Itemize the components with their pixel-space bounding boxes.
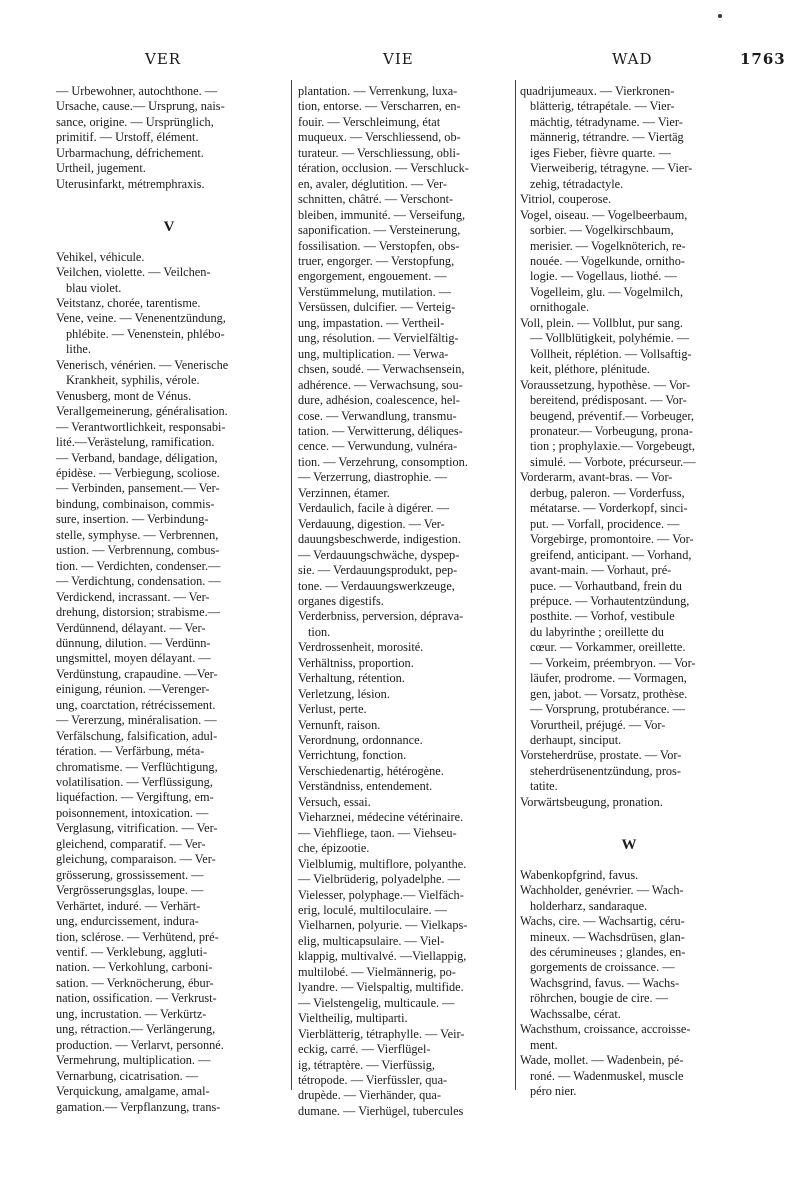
entry-line: bindung, combinaison, commis- [56, 496, 215, 511]
running-head-middle: VIE [383, 50, 414, 68]
entry-line: — Verdichtung, condensation. — [56, 574, 221, 589]
entry-line: Verletzung, lésion. [298, 686, 390, 701]
entry-line: ment. [530, 1037, 558, 1052]
entry-line: chsen, soudé. — Verwachsensein, [298, 362, 465, 377]
entry-line: tion. — Verdichten, condenser.— [56, 558, 221, 573]
entry-line: gamation.— Verpflanzung, trans- [56, 1099, 221, 1114]
entry-line: Verglasung, vitrification. — Ver- [56, 821, 218, 836]
entry-line: Wachsgrind, favus. — Wachs- [530, 975, 680, 990]
page-number: 1763 [740, 50, 786, 68]
entry-line: Vogelleim, glu. — Vogelmilch, [530, 284, 684, 299]
entry-line: cose. — Verwandlung, transmu- [298, 408, 457, 423]
entry-line: holderharz, sandaraque. [530, 898, 648, 913]
entry-line: tion, entorse. — Verscharren, en- [298, 99, 461, 114]
column-2 [298, 84, 514, 1119]
entry-line: schnitten, châtré. — Verschont- [298, 192, 454, 207]
entry-line: simulé. — Vorbote, précurseur.— [530, 454, 696, 469]
entry-line: Verdauung, digestion. — Ver- [298, 516, 445, 531]
entry-line: Krankheit, syphilis, vérole. [66, 373, 200, 388]
entry-line: — Urbewohner, autochthone. — [56, 84, 218, 98]
entry-line: bleiben, immunité. — Verseifung, [298, 207, 466, 222]
entry-line: ig, tétraptère. — Vierfüssig, [298, 1057, 435, 1072]
entry-line: nation, ossification. — Verkrust- [56, 991, 217, 1006]
column-3 [520, 84, 738, 1100]
entry-line: eckig, carré. — Vierflügel- [298, 1042, 431, 1057]
entry-line: tion, sclérose. — Verhütend, pré- [56, 929, 219, 944]
entry-line: tion. [308, 624, 331, 639]
entry-line: ventif. — Verklebung, aggluti- [56, 945, 208, 960]
entry-line: nation. — Verkohlung, carboni- [56, 960, 213, 975]
entry-line: Verfälschung, falsification, adul- [56, 728, 218, 743]
entry-line: — Verband, bandage, déligation, [56, 450, 218, 465]
entry-line: derbug, paleron. — Vorderfuss, [530, 485, 685, 500]
entry-line: en, avaler, déglutition. — Ver- [298, 176, 447, 191]
entry-line: péro nier. [530, 1084, 577, 1099]
entry-line: Verzinnen, étamer. [298, 485, 390, 500]
entry-line: Vorderarm, avant-bras. — Vor- [520, 470, 673, 485]
entry-line: Vergrösserungsglas, loupe. — [56, 883, 204, 898]
entry-line: ung, multiplication. — Verwa- [298, 346, 449, 361]
column-rule-2 [515, 80, 516, 1090]
entry-line: Verlust, perte. [298, 702, 367, 717]
entry-line: Voraussetzung, hypothèse. — Vor- [520, 377, 691, 392]
entry-line: dünnung, dilution. — Verdünn- [56, 635, 211, 650]
column-1 [56, 84, 282, 1115]
entry-line: des cérumineuses ; glandes, en- [530, 945, 686, 960]
entry-line: Verdünnend, délayant. — Ver- [56, 620, 206, 635]
entry-line: — Vorsprung, protubérance. — [530, 702, 685, 717]
entry-line: Venusberg, mont de Vénus. [56, 388, 192, 403]
entry-line: tation. — Verwitterung, déliques- [298, 423, 463, 438]
entry-line: roné. — Wadenmuskel, muscle [530, 1068, 684, 1083]
entry-line: Versuch, essai. [298, 794, 371, 809]
entry-line: Veilchen, violette. — Veilchen- [56, 265, 211, 280]
entry-line: tion. — Verzehrung, consomption. [298, 454, 468, 469]
entry-line: elig, multicapsulaire. — Viel- [298, 933, 445, 948]
entry-line: — Vielstengelig, multicaule. — [298, 995, 455, 1010]
entry-line: Vollheit, réplétion. — Vollsaftig- [530, 346, 692, 361]
entry-line: Vene, veine. — Venenentzündung, [56, 311, 226, 326]
entry-line: Verordnung, ordonnance. [298, 733, 423, 748]
entry-line: Vierblätterig, tétraphylle. — Veir- [298, 1026, 465, 1041]
entry-line: — Vererzung, minéralisation. — [56, 713, 217, 728]
entry-line: blätterig, tétrapétale. — Vier- [530, 99, 675, 114]
entry-line: einigung, réunion. —Verenger- [56, 682, 210, 697]
entry-line: Urtheil, jugement. [56, 161, 146, 176]
entry-line: volatilisation. — Verflüssigung, [56, 775, 213, 790]
entry-line: Vermehrung, multiplication. — [56, 1053, 211, 1068]
entry-line: lithe. [66, 342, 91, 357]
entry-line: Vieharznei, médecine vétérinaire. [298, 810, 464, 825]
entry-line: Verquickung, amalgame, amal- [56, 1084, 210, 1099]
entry-line: Vielblumig, multiflore, polyanthe. [298, 856, 467, 871]
entry-line: Uterusinfarkt, métremphraxis. [56, 176, 205, 191]
entry-line: nouée. — Vogelkunde, ornitho- [530, 253, 685, 268]
entry-line: plantation. — Verrenkung, luxa- [298, 84, 458, 98]
entry-line: ung, endurcissement, indura- [56, 914, 199, 929]
entry-line: Veitstanz, chorée, tarentisme. [56, 295, 201, 310]
entry-line: sance, origine. — Ursprünglich, [56, 114, 214, 129]
entry-line: zehig, tétradactyle. [530, 176, 624, 191]
entry-line: grösserung, grossissement. — [56, 867, 204, 882]
entry-line: Wade, mollet. — Wadenbein, pé- [520, 1053, 684, 1068]
entry-line: Verhaltung, rétention. [298, 671, 405, 686]
entry-line: gen, jabot. — Vorsatz, prothèse. [530, 686, 688, 701]
entry-line: Verderbniss, perversion, déprava- [298, 609, 464, 624]
entry-line: production. — Verlarvt, personné. [56, 1037, 224, 1052]
entry-line: cence. — Verwundung, vulnéra- [298, 439, 458, 454]
entry-line: pronateur.— Vorbeugung, prona- [530, 423, 693, 438]
entry-line: Vernunft, raison. [298, 717, 381, 732]
entry-line: beugend, préventif.— Vorbeuger, [530, 408, 694, 423]
entry-line: ung, coarctation, rétrécissement. [56, 697, 216, 712]
running-head-left: VER [145, 50, 182, 68]
entry-line: dumane. — Vierhügel, tubercules [298, 1103, 464, 1118]
entry-line: lyandre. — Vielspaltig, multifide. [298, 980, 464, 995]
entry-line: ung, résolution. — Vervielfältig- [298, 331, 459, 346]
entry-line: tération, occlusion. — Verschluck- [298, 161, 469, 176]
entry-line: blau violet. [66, 280, 122, 295]
entry-line: multilobé. — Vielmännerig, po- [298, 964, 456, 979]
entry-line: — Verbinden, pansement.— Ver- [56, 481, 220, 496]
entry-line: keit, pléthore, plénitude. [530, 362, 650, 377]
entry-line: Vielharnen, polyurie. — Vielkaps- [298, 918, 468, 933]
entry-line: Ursache, cause.— Ursprung, nais- [56, 99, 225, 114]
entry-line: gorgements de croissance. — [530, 960, 675, 975]
entry-line: Wachssalbe, cérat. [530, 1006, 621, 1021]
entry-line: prépuce. — Vorhautentzündung, [530, 593, 690, 608]
entry-line: Vorwärtsbeugung, pronation. [520, 794, 663, 809]
entry-line: gleichend, comparatif. — Ver- [56, 836, 206, 851]
entry-line: Wachholder, genévrier. — Wach- [520, 883, 684, 898]
entry-line: tatite. [530, 779, 558, 794]
entry-line: Vehikel, véhicule. [56, 249, 145, 264]
entry-line: steherdrüsenentzündung, pros- [530, 763, 681, 778]
entry-line: muqueux. — Verschliessend, ob- [298, 130, 461, 145]
entry-line: Verdickend, incrassant. — Ver- [56, 589, 210, 604]
entry-line: put. — Vorfall, procidence. — [530, 516, 680, 531]
entry-line: fossilisation. — Verstopfen, obs- [298, 238, 460, 253]
entry-line: lité.—Verästelung, ramification. [56, 435, 215, 450]
entry-line: sorbier. — Vogelkirschbaum, [530, 223, 674, 238]
entry-line: — Viehfliege, taon. — Viehseu- [298, 825, 457, 840]
entry-line: Vorsteherdrüse, prostate. — Vor- [520, 748, 682, 763]
entry-line: tération. — Verfärbung, méta- [56, 744, 205, 759]
entry-line: klappig, multivalvé. —Viellappig, [298, 949, 467, 964]
entry-line: röhrchen, bougie de cire. — [530, 991, 668, 1006]
entry-line: Verhärtet, induré. — Verhärt- [56, 898, 201, 913]
entry-line: mineux. — Wachsdrüsen, glan- [530, 929, 685, 944]
entry-line: épidèse. — Verbiegung, scoliose. [56, 465, 220, 480]
entry-line: Verdrossenheit, morosité. [298, 640, 424, 655]
entry-line: Vorgebirge, promontoire. — Vor- [530, 532, 694, 547]
entry-line: tone. — Verdauungswerkzeuge, [298, 578, 455, 593]
entry-line: merisier. — Vogelknöterich, re- [530, 238, 686, 253]
section-heading-w: W [621, 837, 637, 854]
entry-line: — Vorkeim, préembryon. — Vor- [530, 655, 696, 670]
entry-line: tétropode. — Vierfüssler, qua- [298, 1073, 448, 1087]
entry-line: chromatisme. — Verflüchtigung, [56, 759, 218, 774]
entry-line: — Vollblütigkeit, polyhémie. — [530, 331, 690, 346]
entry-line: che, épizootie. [298, 841, 370, 856]
entry-line: Verschiedenartig, hétérogène. [298, 763, 444, 778]
entry-line: dauungsbeschwerde, indigestion. [298, 532, 461, 547]
entry-line: mächtig, tétradyname. — Vier- [530, 114, 683, 129]
entry-line: Urbarmachung, défrichement. [56, 145, 204, 160]
entry-line: — Vielbrüderig, polyadelphe. — [298, 872, 460, 887]
entry-line: sation. — Verknöcherung, ébur- [56, 975, 214, 990]
entry-line: drehung, distorsion; strabisme.— [56, 605, 220, 620]
entry-line: Verstümmelung, mutilation. — [298, 284, 452, 299]
entry-line: primitif. — Urstoff, élément. [56, 130, 199, 145]
entry-line: du labyrinthe ; oreillette du [530, 624, 664, 639]
entry-line: ung, incrustation. — Verkürtz- [56, 1006, 207, 1021]
entry-line: — Verantwortlichkeit, responsabi- [56, 419, 226, 434]
column-rule-1 [291, 80, 292, 1090]
entry-line: phlébite. — Venenstein, phlébo- [66, 326, 225, 341]
entry-line: Verständniss, entendement. [298, 779, 433, 794]
entry-line: puce. — Vorhautband, frein du [530, 578, 682, 593]
entry-line: Vierweiberig, tétragyne. — Vier- [530, 161, 693, 176]
entry-line: organes digestifs. [298, 593, 384, 608]
entry-line: drupède. — Vierhänder, qua- [298, 1088, 441, 1103]
entry-line: Verdünstung, crapaudine. —Ver- [56, 666, 218, 681]
running-head-right: WAD [612, 50, 653, 68]
entry-line: saponification. — Versteinerung, [298, 223, 461, 238]
entry-line: ung, rétraction.— Verlängerung, [56, 1022, 216, 1037]
entry-line: tion ; prophylaxie.— Vorgebeugt, [530, 439, 695, 454]
entry-line: Verrichtung, fonction. [298, 748, 407, 763]
entry-line: männerig, tétrandre. — Viertäg [530, 130, 684, 145]
entry-line: Voll, plein. — Vollblut, pur sang. [520, 315, 683, 330]
entry-line: Vieltheilig, multiparti. [298, 1011, 408, 1026]
entry-line: läufer, prodrome. — Vormagen, [530, 671, 687, 686]
entry-line: liquéfaction. — Vergiftung, em- [56, 790, 214, 805]
entry-line: iges Fieber, fièvre quarte. — [530, 145, 671, 160]
entry-line: métatarse. — Vorderkopf, sinci- [530, 501, 688, 516]
entry-line: quadrijumeaux. — Vierkronen- [520, 84, 675, 98]
entry-line: adhérence. — Verwachsung, sou- [298, 377, 463, 392]
entry-line: sie. — Verdauungsprodukt, pep- [298, 563, 458, 578]
entry-line: engorgement, engouement. — [298, 269, 447, 284]
entry-line: ustion. — Verbrennung, combus- [56, 543, 220, 558]
entry-line: Venerisch, vénérien. — Venerische [56, 357, 229, 372]
entry-line: Wachs, cire. — Wachsartig, céru- [520, 914, 685, 929]
entry-line: greifend, anticipant. — Vorhand, [530, 547, 692, 562]
entry-line: Vogel, oiseau. — Vogelbeerbaum, [520, 207, 688, 222]
entry-line: Vorurtheil, préjugé. — Vor- [530, 717, 666, 732]
entry-line: Vitriol, couperose. [520, 192, 612, 207]
entry-line: derhaupt, sinciput. [530, 733, 622, 748]
entry-line: Vernarbung, cicatrisation. — [56, 1068, 199, 1083]
entry-line: Vielesser, polyphage.— Vielfäch- [298, 887, 464, 902]
entry-line: ung, impastation. — Vertheil- [298, 315, 445, 330]
ink-dot [718, 14, 722, 18]
entry-line: truer, engorger. — Verstopfung, [298, 253, 455, 268]
entry-line: erig, loculé, multiloculaire. — [298, 903, 447, 918]
entry-line: dure, adhésion, coalescence, hel- [298, 393, 460, 408]
entry-line: logie. — Vogellaus, liothé. — [530, 269, 677, 284]
entry-line: avant-main. — Vorhaut, pré- [530, 563, 672, 578]
entry-line: Versüssen, dulcifier. — Verteig- [298, 300, 456, 315]
entry-line: — Verzerrung, diastrophie. — [298, 470, 448, 485]
entry-line: bereitend, prédisposant. — Vor- [530, 393, 687, 408]
entry-line: ornithogale. [530, 300, 590, 315]
entry-line: gleichung, comparaison. — Ver- [56, 852, 216, 867]
entry-line: sure, insertion. — Verbindung- [56, 512, 209, 527]
entry-line: cœur. — Vorkammer, oreillette. [530, 640, 686, 655]
entry-line: — Verdauungschwäche, dyspep- [298, 547, 460, 562]
entry-line: fouir. — Verschleimung, état [298, 114, 441, 129]
entry-line: posthite. — Vorhof, vestibule [530, 609, 675, 624]
entry-line: turateur. — Verschliessung, obli- [298, 145, 460, 160]
entry-line: Wachsthum, croissance, accroisse- [520, 1022, 691, 1037]
entry-line: Verdaulich, facile à digérer. — [298, 501, 449, 516]
entry-line: stelle, symphyse. — Verbrennen, [56, 527, 219, 542]
entry-line: Verallgemeinerung, généralisation. [56, 404, 228, 419]
section-heading-v: V [163, 219, 175, 236]
entry-line: poisonnement, intoxication. — [56, 805, 209, 820]
entry-line: Wabenkopfgrind, favus. [520, 867, 639, 882]
entry-line: ungsmittel, moyen délayant. — [56, 651, 211, 666]
entry-line: Verhältniss, proportion. [298, 655, 414, 670]
